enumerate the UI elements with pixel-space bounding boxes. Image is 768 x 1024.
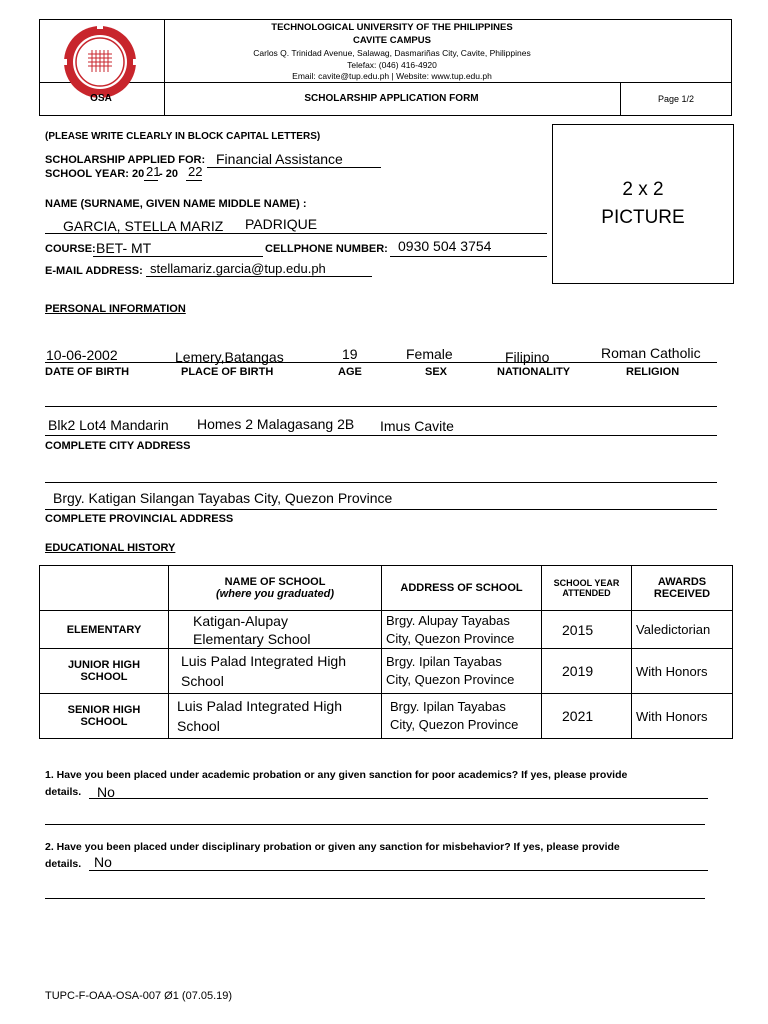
col-awards-label: AWARDS — [657, 576, 707, 588]
school-name-line-1: Luis Palad Integrated High — [181, 653, 346, 669]
school-year-value: 2019 — [562, 663, 594, 679]
header-hline — [40, 82, 731, 83]
question-1-answer-line — [89, 798, 708, 799]
school-year-dash: - 20 — [159, 168, 178, 180]
nationality-label: NATIONALITY — [497, 366, 571, 378]
university-name: TECHNOLOGICAL UNIVERSITY OF THE PHILIPPINES — [271, 22, 513, 33]
prov-address-value[interactable]: Brgy. Katigan Silangan Tayabas City, Quezon Province — [53, 490, 393, 506]
campus-name: CAVITE CAMPUS — [353, 35, 431, 46]
education-header-year — [542, 566, 632, 611]
photo-box[interactable] — [552, 124, 734, 284]
award-cell[interactable] — [632, 694, 733, 739]
city-address-part-2[interactable]: Homes 2 Malagasang 2B — [197, 416, 355, 432]
page-number: Page 1/2 — [657, 94, 695, 104]
col-name-label: NAME OF SCHOOL — [224, 576, 326, 588]
level-label-sub: SCHOOL — [80, 716, 128, 728]
name-label: NAME (SURNAME, GIVEN NAME MIDDLE NAME) : — [45, 198, 307, 210]
school-address-line-2: City, Quezon Province — [386, 672, 515, 687]
question-2-answer-line — [89, 870, 708, 871]
school-year-to-underline — [186, 180, 202, 181]
course-label: COURSE: — [45, 243, 96, 255]
table-row — [40, 649, 733, 694]
question-1-answer[interactable]: No — [97, 784, 115, 800]
religion-label: RELIGION — [626, 366, 680, 378]
prov-address-label: COMPLETE PROVINCIAL ADDRESS — [45, 513, 234, 525]
scholarship-label: SCHOLARSHIP APPLIED FOR: — [45, 154, 206, 166]
table-row — [40, 694, 733, 739]
email-value[interactable]: stellamariz.garcia@tup.edu.ph — [150, 261, 326, 276]
name-value[interactable]: GARCIA, STELLA MARIZ — [63, 218, 224, 234]
school-name-line-2: School — [177, 718, 220, 734]
question-1-extra-line — [45, 824, 705, 825]
school-name-line-1: Luis Palad Integrated High — [177, 698, 342, 714]
personal-info-heading: PERSONAL INFORMATION — [45, 303, 186, 315]
personal-underline — [45, 362, 717, 363]
level-label: JUNIOR HIGH — [67, 659, 141, 671]
office-label: OSA — [90, 93, 112, 104]
pob-value[interactable]: Lemery,Batangas — [175, 349, 284, 365]
school-address-line-1: Brgy. Alupay Tayabas — [386, 612, 510, 628]
question-1-details-label: details. — [45, 786, 82, 798]
education-header-level — [40, 566, 169, 611]
level-cell — [40, 649, 169, 694]
school-year-to[interactable]: 22 — [188, 164, 203, 179]
instructions: (PLEASE WRITE CLEARLY IN BLOCK CAPITAL LETTERS) — [45, 131, 321, 142]
school-address-line-1: Brgy. Ipilan Tayabas — [386, 654, 502, 669]
level-label: ELEMENTARY — [66, 623, 142, 636]
col-year-label: SCHOOL YEAR — [553, 578, 620, 588]
education-header-awards — [632, 566, 733, 611]
city-address-line-1 — [45, 406, 717, 407]
level-cell — [40, 611, 169, 649]
award-cell[interactable] — [632, 611, 733, 649]
school-address-line-2: City, Quezon Province — [386, 630, 515, 646]
education-header-name — [169, 566, 382, 611]
name-middle[interactable]: PADRIQUE — [245, 216, 318, 232]
dob-label: DATE OF BIRTH — [45, 366, 130, 378]
city-address-line-2 — [45, 435, 717, 436]
form-title: SCHOLARSHIP APPLICATION FORM — [304, 93, 479, 104]
cell-underline — [390, 256, 547, 257]
pob-label: PLACE OF BIRTH — [181, 366, 274, 378]
school-year-value: 2015 — [562, 621, 594, 638]
award-value: With Honors — [636, 708, 708, 724]
award-value: With Honors — [636, 663, 708, 679]
form-code: TUPC-F-OAA-OSA-007 Ø1 (07.05.19) — [45, 990, 233, 1002]
award-cell[interactable] — [632, 649, 733, 694]
question-2-text: 2. Have you been placed under disciplinary probation or given any sanction for misbehavior? If yes, please provide — [45, 841, 620, 853]
education-heading: EDUCATIONAL HISTORY — [45, 542, 176, 554]
question-2-details-label: details. — [45, 858, 82, 870]
university-seal-icon — [62, 24, 138, 100]
school-name-cell[interactable] — [169, 649, 382, 694]
photo-size-label: 2 x 2 — [622, 179, 664, 200]
campus-contact: Email: cavite@tup.edu.ph | Website: www.tup.edu.ph — [292, 71, 492, 81]
course-underline — [93, 256, 263, 257]
school-name-line-1: Katigan-Alupay — [193, 612, 288, 629]
school-address-cell[interactable] — [382, 611, 542, 649]
sex-label: SEX — [425, 366, 448, 378]
school-year-value: 2021 — [562, 708, 594, 724]
course-value[interactable]: BET- MT — [96, 240, 152, 256]
school-address-cell[interactable] — [382, 694, 542, 739]
education-header-row — [40, 566, 733, 611]
col-address-label: ADDRESS OF SCHOOL — [400, 582, 523, 594]
age-value[interactable]: 19 — [342, 346, 358, 362]
age-label: AGE — [338, 366, 362, 378]
level-label-sub: SCHOOL — [80, 671, 128, 683]
question-2-extra-line — [45, 898, 705, 899]
city-address-part-1[interactable]: Blk2 Lot4 Mandarin — [48, 417, 169, 433]
prov-address-line-2 — [45, 509, 717, 510]
scholarship-value[interactable]: Financial Assistance — [216, 151, 343, 167]
city-address-part-3[interactable]: Imus Cavite — [380, 418, 454, 434]
school-address-cell[interactable] — [382, 649, 542, 694]
scholarship-underline — [207, 167, 381, 168]
table-row — [40, 611, 733, 649]
col-awards-sub: RECEIVED — [653, 588, 711, 600]
school-year-from-underline — [144, 180, 158, 181]
cell-label: CELLPHONE NUMBER: — [265, 243, 388, 255]
campus-telefax: Telefax: (046) 416-4920 — [347, 60, 437, 70]
award-value: Valedictorian — [636, 622, 711, 637]
school-year-label: SCHOOL YEAR: 20 — [45, 168, 145, 180]
school-address-line-2: City, Quezon Province — [390, 717, 519, 732]
sex-value[interactable]: Female — [406, 346, 453, 362]
level-label: SENIOR HIGH — [67, 704, 141, 716]
question-1-text: 1. Have you been placed under academic probation or any given sanction for poor academics? If yes, please provide — [45, 769, 628, 781]
school-name-cell[interactable] — [169, 611, 382, 649]
campus-address: Carlos Q. Trinidad Avenue, Salawag, Dasmariñas City, Cavite, Philippines — [253, 48, 531, 58]
school-address-line-1: Brgy. Ipilan Tayabas — [390, 699, 506, 714]
school-year-cell[interactable] — [542, 649, 632, 694]
education-table — [39, 565, 733, 739]
level-cell — [40, 694, 169, 739]
photo-picture-label: PICTURE — [601, 207, 685, 228]
cell-value[interactable]: 0930 504 3754 — [398, 238, 492, 254]
school-name-line-2: Elementary School — [193, 630, 311, 647]
school-year-from[interactable]: 21 — [146, 164, 161, 179]
col-name-sub: (where you graduated) — [216, 588, 334, 600]
school-year-cell[interactable] — [542, 694, 632, 739]
prov-address-line-1 — [45, 482, 717, 483]
question-2-answer[interactable]: No — [94, 854, 112, 870]
education-header-address — [382, 566, 542, 611]
email-underline — [146, 276, 372, 277]
city-address-label: COMPLETE CITY ADDRESS — [45, 440, 191, 452]
school-year-cell[interactable] — [542, 611, 632, 649]
col-year-sub: ATTENDED — [562, 588, 611, 598]
nationality-value[interactable]: Filipino — [505, 349, 550, 365]
email-label: E-MAIL ADDRESS: — [45, 265, 143, 277]
dob-value[interactable]: 10-06-2002 — [46, 347, 118, 363]
school-name-cell[interactable] — [169, 694, 382, 739]
school-name-line-2: School — [181, 673, 224, 689]
religion-value[interactable]: Roman Catholic — [601, 345, 701, 361]
